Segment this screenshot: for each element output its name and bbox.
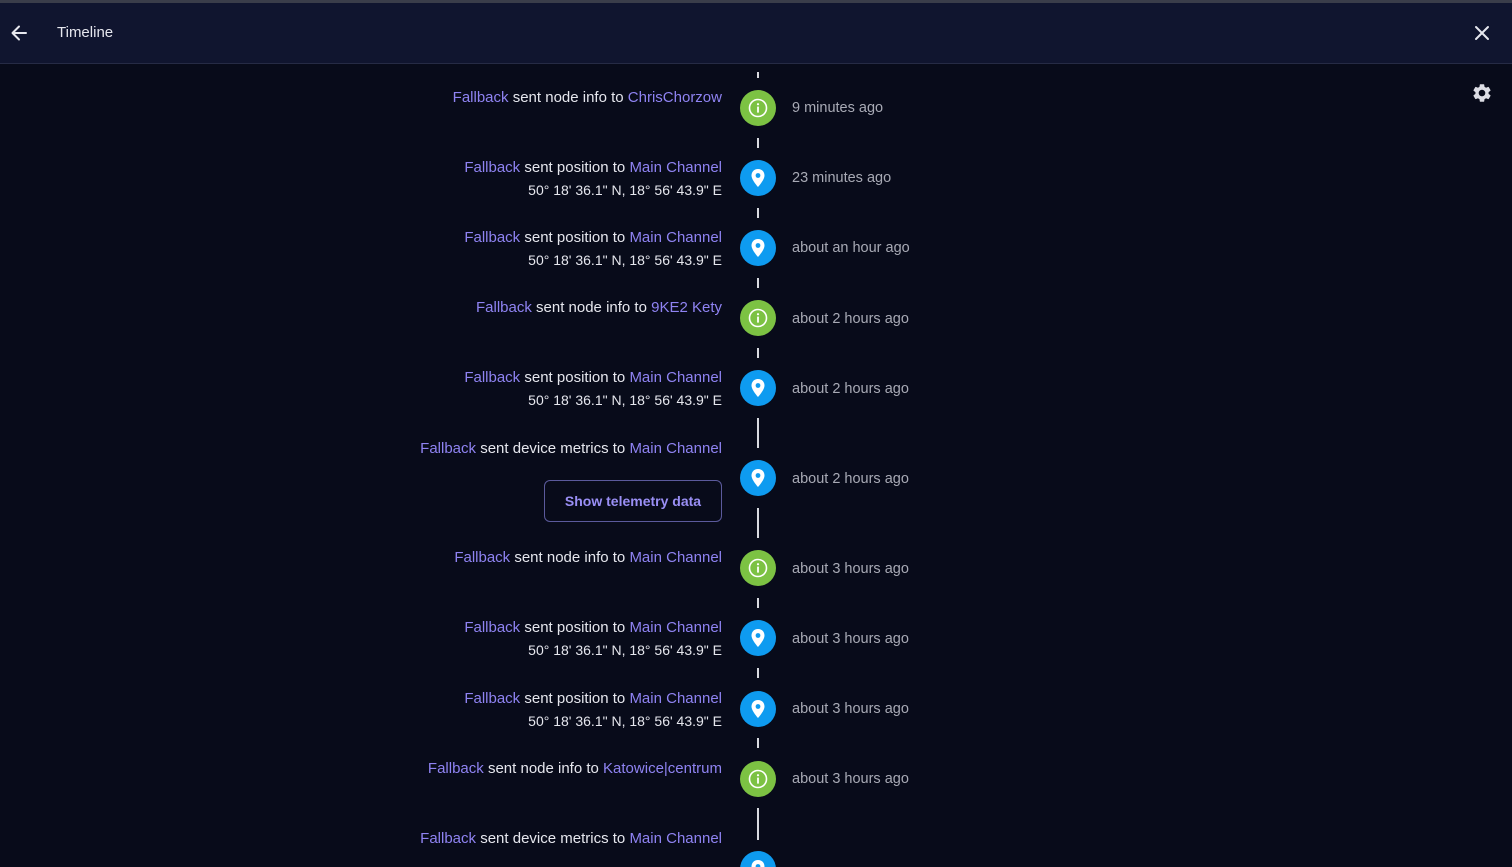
entry-timestamp: about 3 hours ago <box>792 561 909 577</box>
timeline-connector <box>757 138 759 148</box>
sender-link[interactable]: Fallback <box>464 619 521 636</box>
info-icon <box>748 558 768 578</box>
timeline-entry-text <box>476 297 722 319</box>
sender-link[interactable]: Fallback <box>464 159 521 176</box>
map-pin-icon <box>749 628 767 648</box>
map-pin-icon <box>749 168 767 188</box>
sender-link[interactable]: Fallback <box>452 89 509 106</box>
settings-button[interactable] <box>1469 80 1495 106</box>
timeline-entry-text <box>428 758 722 780</box>
map-pin-icon <box>749 468 767 488</box>
timeline-entry-text <box>464 617 722 661</box>
info-icon <box>748 98 768 118</box>
sender-link[interactable]: Fallback <box>475 299 532 316</box>
node-info-marker <box>740 550 776 586</box>
position-marker <box>740 691 776 727</box>
map-pin-icon <box>749 378 767 398</box>
timeline-entry-text <box>454 547 722 569</box>
entry-timestamp: about 2 hours ago <box>792 471 909 487</box>
recipient-link[interactable]: Main Channel <box>629 440 722 457</box>
timeline-entry-text <box>420 828 722 850</box>
node-info-marker <box>740 90 776 126</box>
entry-timestamp: about 3 hours ago <box>792 701 909 717</box>
action-text: sent node info to <box>512 89 624 106</box>
timeline-connector <box>757 208 759 218</box>
sender-link[interactable]: Fallback <box>464 369 521 386</box>
recipient-link[interactable]: Main Channel <box>629 830 722 847</box>
recipient-link[interactable]: Main Channel <box>629 159 722 176</box>
action-text: sent position to <box>524 229 626 246</box>
recipient-link[interactable]: 9KE2 Kety <box>651 299 722 316</box>
timeline-connector <box>757 418 759 448</box>
sender-link[interactable]: Fallback <box>464 229 521 246</box>
position-coordinates: 50° 18' 36.1" N, 18° 56' 43.9" E <box>528 392 722 408</box>
entry-timestamp: about 2 hours ago <box>792 311 909 327</box>
recipient-link[interactable]: Main Channel <box>629 549 722 566</box>
entry-timestamp: about 2 hours ago <box>792 381 909 397</box>
page-title: Timeline <box>57 24 114 41</box>
map-pin-icon <box>749 859 767 867</box>
arrow-left-icon <box>9 23 29 43</box>
action-text: sent position to <box>524 619 626 636</box>
map-pin-icon <box>749 699 767 719</box>
map-pin-icon <box>749 238 767 258</box>
position-coordinates: 50° 18' 36.1" N, 18° 56' 43.9" E <box>528 713 722 729</box>
position-coordinates: 50° 18' 36.1" N, 18° 56' 43.9" E <box>528 182 722 198</box>
timeline-entry-text <box>453 87 722 109</box>
position-marker <box>740 370 776 406</box>
timeline-entry-text <box>464 688 722 732</box>
position-coordinates: 50° 18' 36.1" N, 18° 56' 43.9" E <box>528 642 722 658</box>
position-marker <box>740 160 776 196</box>
timeline-entry-text <box>420 438 722 460</box>
recipient-link[interactable]: Main Channel <box>629 369 722 386</box>
action-text: sent device metrics to <box>480 440 626 457</box>
sender-link[interactable]: Fallback <box>420 830 477 847</box>
entry-timestamp: about an hour ago <box>792 240 910 256</box>
entry-timestamp: 9 minutes ago <box>792 100 884 116</box>
timeline-entry-text <box>464 227 722 271</box>
action-text: sent position to <box>524 369 626 386</box>
sender-link[interactable]: Fallback <box>454 549 511 566</box>
sender-link[interactable]: Fallback <box>420 440 477 457</box>
recipient-link[interactable]: Main Channel <box>629 690 722 707</box>
action-text: sent device metrics to <box>480 830 626 847</box>
position-marker <box>740 620 776 656</box>
info-icon <box>748 769 768 789</box>
position-coordinates: 50° 18' 36.1" N, 18° 56' 43.9" E <box>528 252 722 268</box>
timeline-connector <box>757 278 759 288</box>
action-text: sent node info to <box>514 549 626 566</box>
action-text: sent node info to <box>536 299 647 316</box>
timeline-entry-text <box>464 157 722 201</box>
timeline-connector <box>757 808 759 840</box>
action-text: sent position to <box>524 159 626 176</box>
sender-link[interactable]: Fallback <box>464 690 521 707</box>
show-telemetry-button[interactable]: Show telemetry data <box>544 480 722 522</box>
recipient-link[interactable]: Main Channel <box>629 619 722 636</box>
sender-link[interactable]: Fallback <box>427 760 484 777</box>
action-text: sent position to <box>524 690 626 707</box>
close-button[interactable] <box>1469 20 1495 46</box>
gear-icon <box>1471 82 1493 104</box>
position-marker <box>740 230 776 266</box>
timeline-header <box>0 3 1512 64</box>
entry-timestamp: 23 minutes ago <box>792 170 892 186</box>
close-icon <box>1473 24 1491 42</box>
timeline-connector <box>757 348 759 358</box>
position-marker <box>740 851 776 867</box>
recipient-link[interactable]: ChrisChorzow <box>627 89 722 106</box>
timeline-entry-text <box>464 367 722 411</box>
back-button[interactable] <box>6 20 32 46</box>
position-marker <box>740 460 776 496</box>
timeline-connector <box>757 738 759 748</box>
timeline-connector <box>757 72 759 78</box>
timeline-connector <box>757 598 759 608</box>
recipient-link[interactable]: Main Channel <box>629 229 722 246</box>
action-text: sent node info to <box>487 760 599 777</box>
timeline-connector <box>757 668 759 678</box>
timeline-connector <box>757 508 759 538</box>
info-icon <box>748 308 768 328</box>
node-info-marker <box>740 300 776 336</box>
entry-timestamp: about 3 hours ago <box>792 771 909 787</box>
entry-timestamp: about 3 hours ago <box>792 631 909 647</box>
recipient-link[interactable]: Katowice|centrum <box>603 760 722 777</box>
node-info-marker <box>740 761 776 797</box>
